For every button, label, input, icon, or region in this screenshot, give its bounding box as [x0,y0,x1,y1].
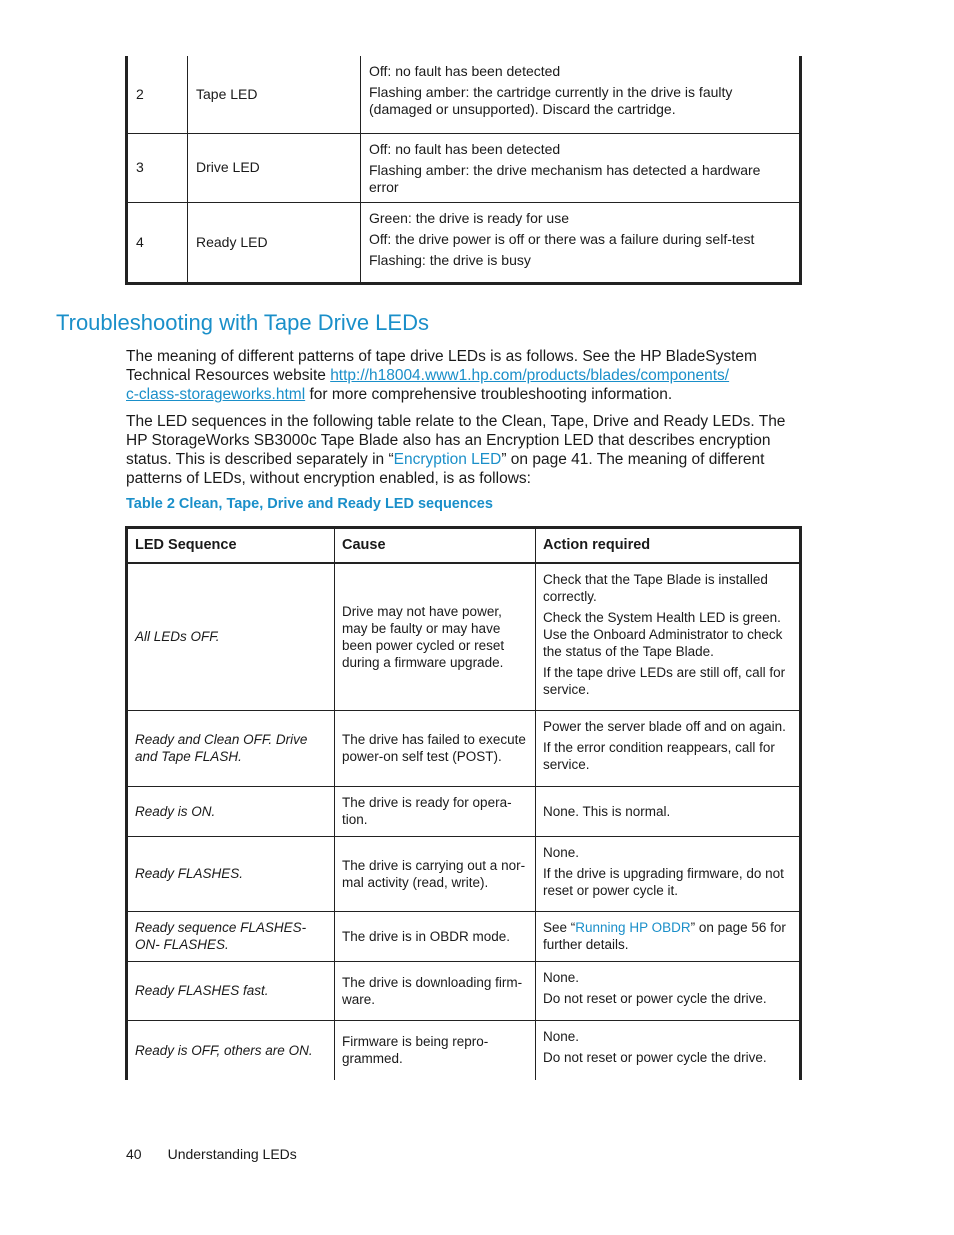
led-sequence-paragraph [126,412,806,488]
led-description [361,202,801,283]
action-line: If the error condition reappears, call for service. [543,739,775,772]
action-text: ” on page 56 for further details. [543,920,786,952]
led-description [361,56,801,133]
paragraph-text: for more comprehensive troubleshooting information. [305,386,673,403]
page-footer [126,1146,297,1162]
section-title: Troubleshooting with Tape Drive LEDs [56,310,429,335]
action-line: None. [543,969,580,985]
action-line: Power the server blade off and on again. [543,718,786,734]
led-sequence-cell: Ready FLASHES fast. [127,961,335,1020]
action-cell [536,836,801,911]
running-hp-obdr-link[interactable]: Running HP OBDR [575,920,691,935]
table-row [127,786,801,836]
action-line: None. [543,1028,580,1044]
led-sequence-cell: Ready is ON. [127,786,335,836]
description-line: Flashing amber: the drive mechanism has detected a hardware error [369,161,761,195]
description-line: Off: the drive power is off or there was a failure during self-test [369,230,755,247]
action-line: None. [543,844,580,860]
action-cell: None. This is normal. [536,786,801,836]
column-header-cause: Cause [335,528,536,564]
table-row [127,710,801,786]
led-description-table [125,56,802,285]
cause-cell: The drive has failed to execute power-on self test (POST). [335,710,536,786]
table-row [127,56,801,133]
cause-cell: The drive is in OBDR mode. [335,911,536,961]
column-header-sequence: LED Sequence [127,528,335,564]
action-text: See “ [543,920,576,935]
led-number: 4 [127,202,188,283]
led-number: 2 [127,56,188,133]
table-header-row [127,528,801,564]
action-line: Check the System Health LED is green. Use the Onboard Administrator to check the status of the Tape Blade. [543,610,783,659]
led-sequence-cell: Ready is OFF, others are ON. [127,1020,335,1080]
description-line: Green: the drive is ready for use [369,209,569,226]
action-cell [536,1020,801,1080]
table-row [127,911,801,961]
led-name: Ready LED [188,202,361,283]
led-sequence-cell: Ready and Clean OFF. Drive and Tape FLASH. [127,710,335,786]
led-sequence-table [125,526,802,1080]
cause-cell: Firmware is being repro-grammed. [335,1020,536,1080]
table-row [127,836,801,911]
description-line: Flashing amber: the cartridge currently in the drive is faulty (damaged or unsupported). Discard the cartridge. [369,84,733,117]
led-number: 3 [127,133,188,202]
cause-cell: The drive is carrying out a nor-mal activity (read, write). [335,836,536,911]
action-line: Check that the Tape Blade is installed correctly. [543,572,768,604]
cause-cell: Drive may not have power, may be faulty or may have been power cycled or reset during a firmware upgrade. [335,563,536,710]
description-line: Flashing: the drive is busy [369,251,531,268]
column-header-action: Action required [536,528,801,564]
action-line: If the drive is upgrading firmware, do not reset or power cycle it. [543,865,784,898]
link-text-part1: http://h18004.www1.hp.com/products/blades/components/ [330,367,730,384]
table-row [127,961,801,1020]
led-sequence-cell: Ready FLASHES. [127,836,335,911]
action-line: Do not reset or power cycle the drive. [543,1049,767,1065]
description-line: Off: no fault has been detected [369,63,561,79]
led-name: Tape LED [188,56,361,133]
chapter-title: Understanding LEDs [167,1146,297,1162]
action-line: Do not reset or power cycle the drive. [543,990,767,1006]
led-sequence-cell: All LEDs OFF. [127,563,335,710]
cause-cell: The drive is downloading firm-ware. [335,961,536,1020]
paragraph-text: ” on page 41. The meaning of different patterns of LEDs, without encryption enabled, is as follows: [126,451,765,487]
paragraph-text: The LED sequences in the following table relate to the Clean, Tape, Drive and Ready LEDs. The HP StorageWorks SB3000c Tape Blade also has an Encryption LED that describes encryption status. This is described separately in “ [126,413,786,468]
intro-paragraph [126,347,806,404]
link-text-part2: c-class-storageworks.html [126,386,306,403]
table-row [127,133,801,202]
action-line: If the tape drive LEDs are still off, call for service. [543,665,786,697]
led-description [361,133,801,202]
paragraph-text: The meaning of different patterns of tape drive LEDs is as follows. See the HP BladeSystem Technical Resources website [126,348,757,384]
led-name: Drive LED [188,133,361,202]
table-row [127,202,801,283]
table-row [127,563,801,710]
table-caption: Table 2 Clean, Tape, Drive and Ready LED sequences [126,496,493,512]
page-number: 40 [126,1146,142,1162]
led-sequence-cell: Ready sequence FLASHES- ON- FLASHES. [127,911,335,961]
description-line: Off: no fault has been detected [369,140,561,157]
encryption-led-link[interactable]: Encryption LED [393,451,502,468]
cause-cell: The drive is ready for opera-tion. [335,786,536,836]
action-cell [536,911,801,961]
table-row [127,1020,801,1080]
action-cell [536,961,801,1020]
action-cell [536,710,801,786]
action-cell [536,563,801,710]
